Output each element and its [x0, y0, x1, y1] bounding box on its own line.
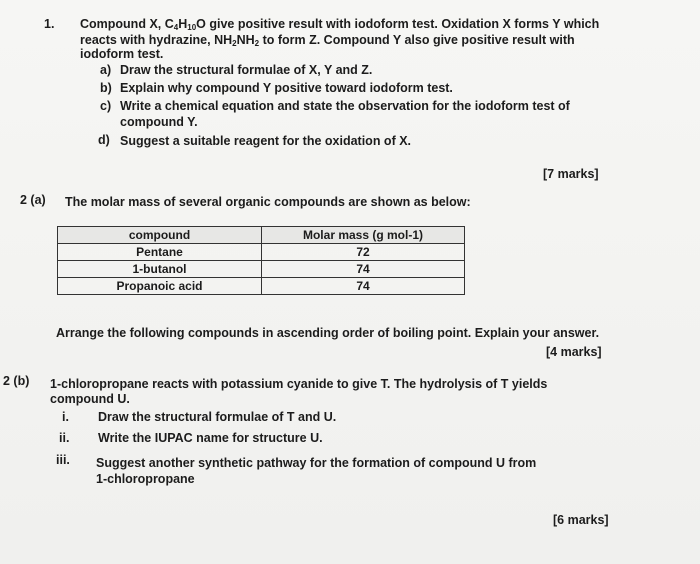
q2b-iii-label: iii. — [56, 453, 70, 467]
table-row — [58, 278, 465, 295]
table-header-compound: compound — [58, 227, 262, 244]
table-cell-compound: Pentane — [58, 244, 262, 261]
q2a-intro: The molar mass of several organic compounds are shown as below: — [65, 195, 471, 209]
q2a-instruction: Arrange the following compounds in ascending order of boiling point. Explain your answer. — [56, 326, 600, 340]
table-cell-compound: 1-butanol — [58, 261, 262, 278]
table-cell-molar-mass: 74 — [262, 261, 465, 278]
q2b-marks: [6 marks] — [553, 513, 609, 527]
q2b-label: 2 (b) — [3, 374, 30, 388]
q1-line-2: reacts with hydrazine, $NH_2NH_2$ to form Z. Compound Y also give positive result with — [80, 33, 575, 48]
q2b-ii-text: Write the IUPAC name for structure U. — [98, 431, 323, 445]
q2a-label: 2 (a) — [20, 193, 46, 207]
table-row — [58, 261, 465, 278]
q2b-iii-text-2: 1-chloropropane — [96, 472, 195, 486]
q1c-text-1: Write a chemical equation and state the observation for the iodoform test of — [120, 99, 570, 113]
q2b-line-2: compound U. — [50, 392, 130, 406]
q1a-label: a) — [100, 63, 112, 77]
q1a-text: Draw the structural formulae of X, Y and Z. — [120, 63, 373, 77]
table-cell-compound: Propanoic acid — [58, 278, 262, 295]
q2b-ii-label: ii. — [59, 431, 70, 445]
q1d-text: Suggest a suitable reagent for the oxidation of X. — [120, 134, 412, 148]
q1-line-1: Compound X, $C_4H_{10}O$ give positive result with iodoform test. Oxidation X forms Y which — [80, 17, 600, 32]
table-cell-molar-mass: 72 — [262, 244, 465, 261]
q2b-i-label: i. — [62, 410, 69, 424]
q2b-iii-text-1: Suggest another synthetic pathway for the formation of compound U from — [96, 456, 537, 470]
table-cell-molar-mass: 74 — [262, 278, 465, 295]
molar-mass-table — [57, 226, 465, 295]
table-header-molar-mass: Molar mass (g mol-1) — [262, 227, 465, 244]
q1d-label: d) — [98, 133, 110, 147]
q2a-marks: [4 marks] — [546, 345, 602, 359]
table-header-row — [58, 227, 465, 244]
q1-marks: [7 marks] — [543, 167, 599, 181]
q2b-i-text: Draw the structural formulae of T and U. — [98, 410, 337, 424]
q1b-label: b) — [100, 81, 112, 95]
q1c-label: c) — [100, 99, 112, 113]
table-row — [58, 244, 465, 261]
q1-number: 1. — [44, 17, 55, 31]
q1c-text-2: compound Y. — [120, 115, 198, 129]
q1-line-3: iodoform test. — [80, 47, 164, 61]
q2b-line-1: 1-chloropropane reacts with potassium cyanide to give T. The hydrolysis of T yields — [50, 377, 548, 391]
q1b-text: Explain why compound Y positive toward iodoform test. — [120, 81, 453, 95]
